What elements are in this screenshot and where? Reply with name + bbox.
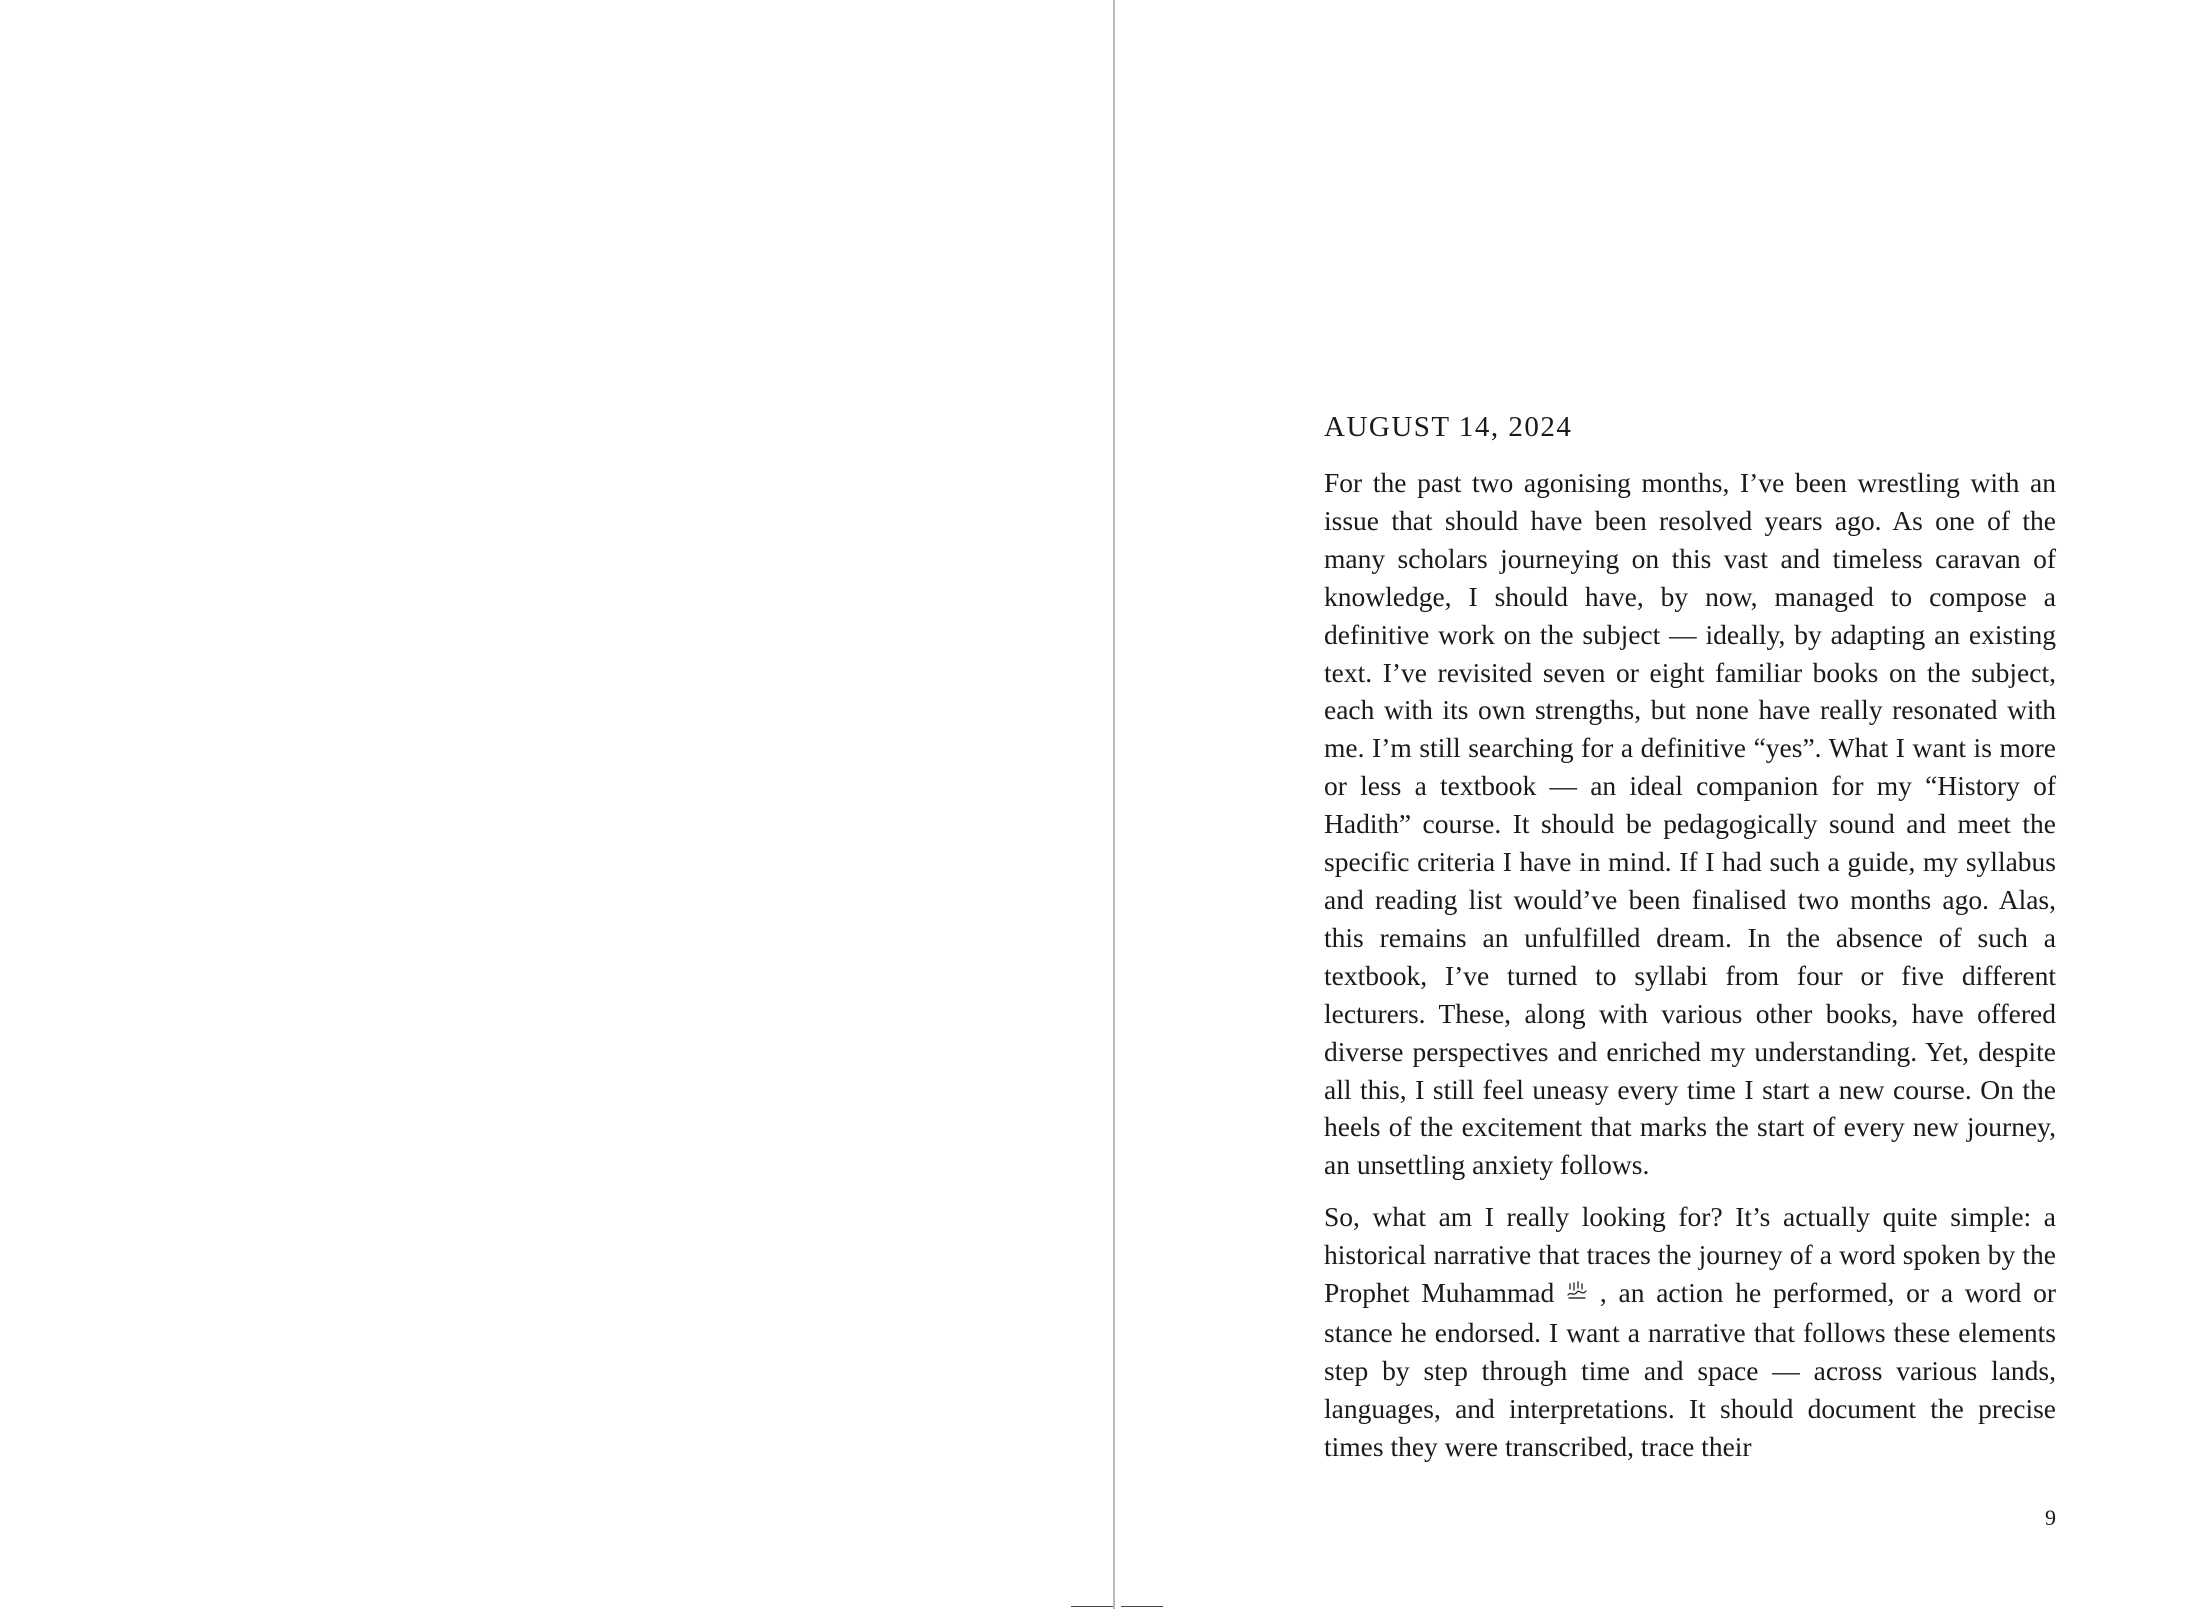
paragraph-1: For the past two agonising months, I’ve been wrestling with an issue that should have been resolved years ago. As one of the many scholars journeying on this vast and timeless caravan of knowledge, I should have, by now, managed to compose a definitive work on the subject — ideally, by adapting an existing text. I’ve revisited seven or eight familiar books on the subject, each with its own strengths, but none have really resonated with me. I’m still searching for a definitive “yes”. What I want is more or less a textbook — an ideal companion for my “History of Hadith” course. It should be pedagogically sound and meet the specific criteria I have in mind. If I had such a guide, my syllabus and reading list would’ve been finalised two months ago. Alas, this remains an unfulfilled dream. In the absence of such a textbook, I’ve turned to syllabi from four or five different lecturers. These, along with various other books, have offered diverse perspectives and enriched my understanding. Yet, despite all this, I still feel uneasy every time I start a new course. On the heels of the excitement that marks the start of every new journey, an unsettling anxiety follows. [1324, 467, 2056, 1181]
page-number: 9 [2045, 1505, 2056, 1530]
paragraph-2 [1324, 1198, 2056, 1465]
paragraph-2-part-1: So, what am I really looking for? It’s actually quite simple: a historical narrative that traces the journey of a word spoken by the Prophet Muhammad [1324, 1201, 2056, 1309]
paragraph-2-part-2: , an action he performed, or a word or stance he endorsed. I want a narrative that follows these elements step by step through time and space — across various lands, languages, and interpretations. It should document the precise times they were transcribed, trace their [1324, 1277, 2057, 1462]
entry-date-heading: AUGUST 14, 2024 [1324, 411, 1573, 443]
text-block [1324, 404, 2056, 1480]
right-page [1115, 0, 2211, 1609]
crop-mark-right [1121, 1606, 1163, 1607]
crop-mark-left [1071, 1606, 1113, 1607]
salawat-ligature-icon [1566, 1276, 1588, 1314]
